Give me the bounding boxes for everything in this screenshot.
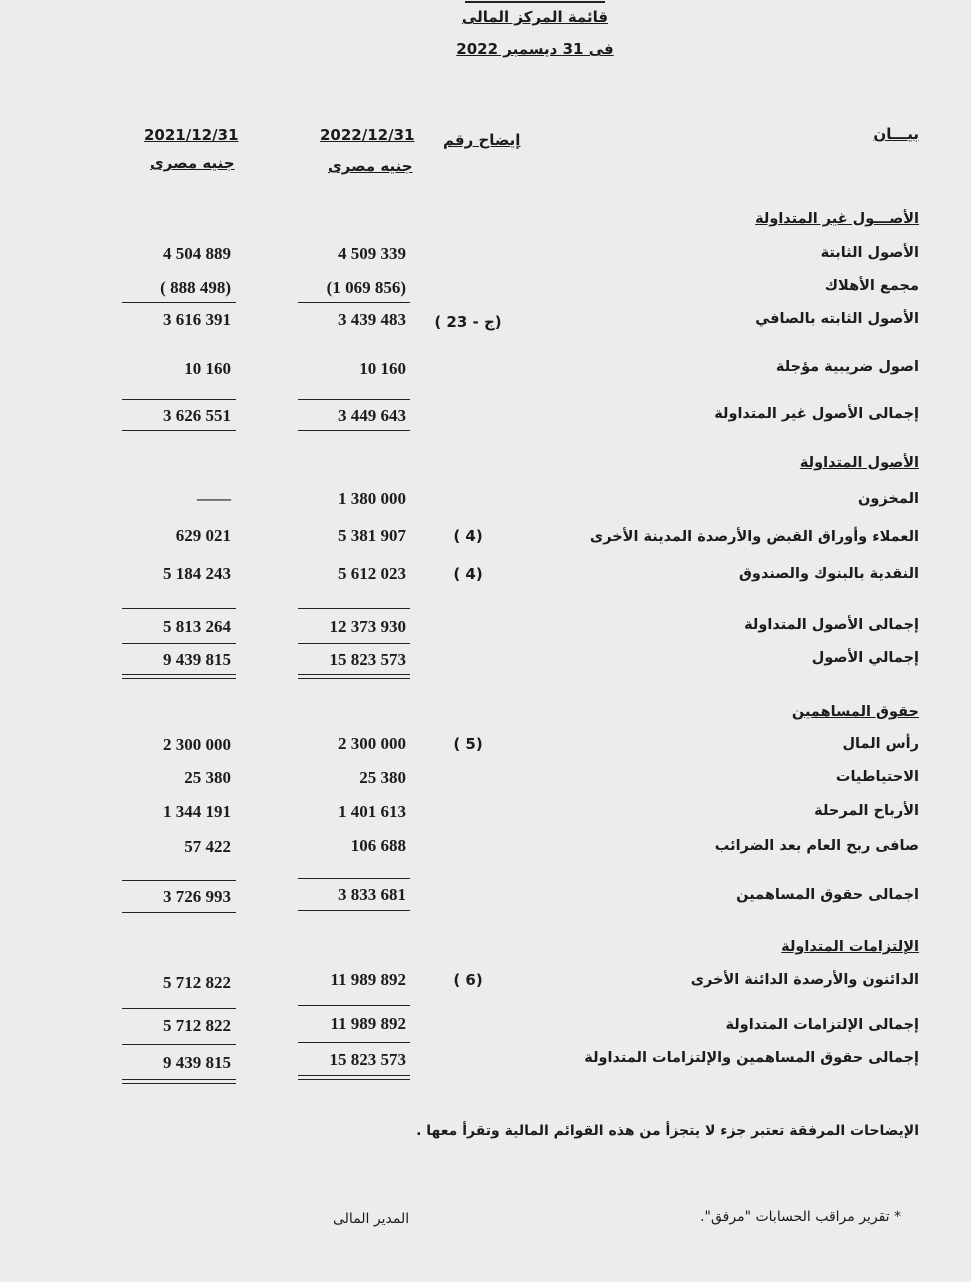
subtotal-rule [122, 880, 236, 881]
subtotal-rule [298, 878, 410, 879]
subtotal-rule [122, 302, 236, 303]
value-2022: (1 069 856) [326, 278, 406, 297]
row-label: إجمالى الإلتزامات المتداولة [725, 1017, 919, 1033]
subtotal-rule [298, 1005, 410, 1006]
value-2021: —— [197, 489, 231, 508]
value-2021: 5 813 264 [163, 617, 231, 636]
row-label: العملاء وأوراق القبض والأرصدة المدينة الأخرى [589, 529, 919, 545]
value-2022: 11 989 892 [330, 1014, 406, 1033]
row-label: إجمالى الأصول غير المتداولة [714, 406, 919, 422]
row-label: إجمالى حقوق المساهمين والإلتزامات المتداولة [584, 1050, 919, 1066]
double-rule [122, 1079, 236, 1084]
double-rule [122, 674, 236, 679]
value-2021: 1 344 191 [163, 802, 231, 821]
value-2021: 10 160 [184, 359, 231, 378]
row-label: الأرباح المرحلة [814, 803, 919, 819]
value-2022: 10 160 [359, 359, 406, 378]
value-2022: 25 380 [359, 768, 406, 787]
subtotal-rule [298, 399, 410, 400]
note-ref: ( 4) [453, 527, 483, 545]
subtotal-rule [122, 608, 236, 609]
value-2021: 25 380 [184, 768, 231, 787]
value-2021: 4 504 889 [163, 244, 231, 263]
currency-2022-header: جنيه مصرى [328, 157, 413, 175]
value-2022: 4 509 339 [338, 244, 406, 263]
value-2021: ( 888 498) [160, 278, 231, 297]
section-heading-current-assets: الأصول المتداولة [799, 455, 919, 471]
row-label: إجمالى الأصول المتداولة [744, 617, 919, 633]
section-heading-non-current-assets: الأصـــول غير المتداولة [755, 211, 919, 227]
row-label: رأس المال [842, 736, 919, 752]
row-label: مجمع الأهلاك [824, 278, 919, 294]
value-2022: 15 823 573 [329, 650, 406, 669]
row-label: الأصول الثابته بالصافي [755, 311, 919, 327]
value-2022: 3 833 681 [338, 885, 406, 904]
value-2021: 5 712 822 [163, 1016, 231, 1035]
value-2022: 3 449 643 [338, 406, 406, 425]
total-rule [122, 912, 236, 913]
total-rule [298, 430, 410, 431]
note-ref: ( 4) [453, 565, 483, 583]
row-label: المخزون [858, 491, 919, 507]
currency-2021-header: جنيه مصرى [150, 154, 235, 172]
statement-title: قائمة المركز المالى [461, 8, 609, 26]
notes-statement: الإيضاحات المرفقة تعتبر جزء لا يتجزأ من هذه القوائم المالية وتقرأ معها . [416, 1123, 919, 1139]
value-2021: 3 616 391 [163, 310, 231, 329]
row-label: اصول ضريبية مؤجلة [775, 359, 919, 375]
subtotal-rule [298, 1042, 410, 1043]
double-rule [298, 674, 410, 679]
top-rule [465, 1, 605, 3]
note-column-header: إيضاح رقم [443, 131, 521, 149]
section-heading-current-liabilities: الإلتزامات المتداولة [781, 939, 919, 955]
subtotal-rule [122, 1044, 236, 1045]
value-2021: 2 300 000 [163, 735, 231, 754]
value-2021: 57 422 [184, 837, 231, 856]
value-2022: 11 989 892 [330, 970, 406, 989]
subtotal-rule [122, 1008, 236, 1009]
value-2021: 5 184 243 [163, 564, 231, 583]
subtotal-rule [122, 643, 236, 644]
subtotal-rule [122, 399, 236, 400]
value-2022: 5 612 023 [338, 564, 406, 583]
value-2022: 15 823 573 [329, 1050, 406, 1069]
year-2022-header: 2022/12/31 [320, 126, 415, 144]
value-2021: 9 439 815 [163, 650, 231, 669]
year-2021-header: 2021/12/31 [144, 126, 239, 144]
subtotal-rule [298, 302, 410, 303]
value-2021: 5 712 822 [163, 973, 231, 992]
value-2021: 3 726 993 [163, 887, 231, 906]
row-label: صافى ربح العام بعد الضرائب [714, 838, 919, 854]
value-2022: 5 381 907 [338, 526, 406, 545]
row-label: الأصول الثابتة [820, 245, 919, 261]
value-2022: 1 380 000 [338, 489, 406, 508]
statement-date: فى 31 ديسمبر 2022 [456, 40, 614, 58]
value-2022: 1 401 613 [338, 802, 406, 821]
note-ref: ( 5) [453, 735, 483, 753]
total-rule [122, 430, 236, 431]
total-rule [298, 910, 410, 911]
row-label: إجمالي الأصول [811, 650, 919, 666]
value-2021: 629 021 [175, 526, 231, 545]
cfo-signature-label: المدير المالى [333, 1211, 410, 1227]
row-label: اجمالى حقوق المساهمين [736, 887, 919, 903]
auditor-report-note: * تقرير مراقب الحسابات "مرفق". [700, 1209, 901, 1225]
subtotal-rule [298, 643, 410, 644]
statement-column-header: بيـــان [873, 125, 919, 143]
value-2022: 106 688 [350, 836, 406, 855]
value-2022: 2 300 000 [338, 734, 406, 753]
row-label: الدائنون والأرصدة الدائنة الأخرى [690, 972, 919, 988]
value-2022: 12 373 930 [329, 617, 406, 636]
value-2021: 9 439 815 [163, 1053, 231, 1072]
row-label: الاحتياطيات [835, 769, 919, 785]
row-label: النقدية بالبنوك والصندوق [738, 566, 919, 582]
double-rule [298, 1075, 410, 1080]
value-2022: 3 439 483 [338, 310, 406, 329]
note-ref: ( 2ج - 3) [434, 313, 502, 331]
value-2021: 3 626 551 [163, 406, 231, 425]
section-heading-equity: حقوق المساهمين [791, 704, 919, 720]
note-ref: ( 6) [453, 971, 483, 989]
subtotal-rule [298, 608, 410, 609]
